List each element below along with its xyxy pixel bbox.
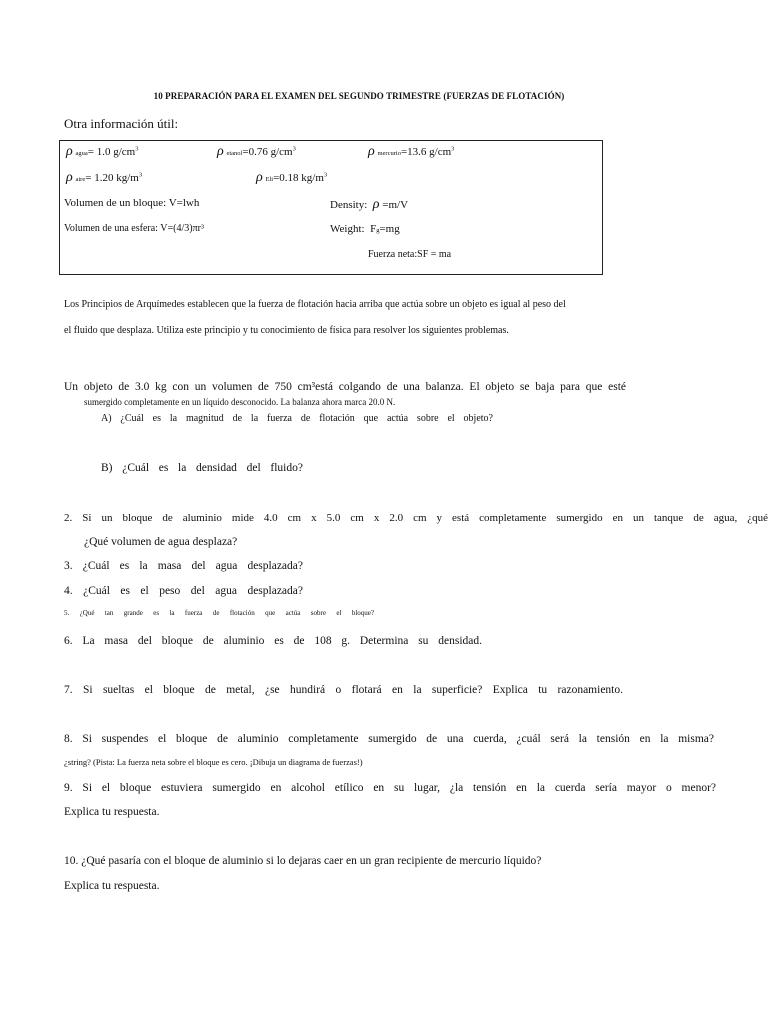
sphere-volume-formula: Volumen de una esfera: V=(4/3)πr³ [64, 223, 204, 234]
question-8-line-2: ¿string? (Pista: La fuerza neta sobre el bloque es cero. ¡Dibuja un diagrama de fuerzas!) [64, 757, 363, 767]
question-9-line-2: Explica tu respuesta. [64, 806, 160, 818]
question-9-line-1: 9. Si el bloque estuviera sumergido en alcohol etílico en su lugar, ¿la tensión en la cuerda sería mayor o menor? [64, 782, 716, 794]
density-formula: Density: ρ =m/V [330, 197, 409, 212]
density-mercury: ρ mercurio=13.6 $g/cm^3$ [368, 144, 455, 159]
density-water: ρ agua= 1.0 $g/cm^3$ [66, 144, 139, 159]
density-air: ρ aire= 1.20 $kg/m^3$ [66, 170, 143, 185]
question-3: 3. ¿Cuál es la masa del agua desplazada? [64, 560, 303, 572]
question-8-line-1: 8. Si suspendes el bloque de aluminio completamente sumergido de una cuerda, ¿cuál será la tensión en la misma? [64, 733, 714, 745]
other-info-label: Otra información útil: [64, 116, 179, 131]
intro-line-1: Los Principios de Arquímedes establecen que la fuerza de flotación hacia arriba que actúa sobre un objeto es igual al peso del [64, 299, 566, 310]
density-eli: ρ Eli=0.18 $kg/m^3$ [256, 170, 328, 185]
question-2-line-2: ¿Qué volumen de agua desplaza? [84, 536, 238, 548]
question-1a: A) ¿Cuál es la magnitud de la fuerza de flotación que actúa sobre el objeto? [101, 413, 493, 424]
question-10-line-1: 10. ¿Qué pasaría con el bloque de aluminio si lo dejaras caer en un gran recipiente de mercurio líquido? [64, 855, 542, 867]
weight-formula: Weight: Fg=mg [330, 223, 400, 235]
question-2-line-1: 2. Si un bloque de aluminio mide 4.0 cm x 5.0 cm x 2.0 cm y está completamente sumergido en un tanque de agua, ¿qué [64, 512, 768, 524]
net-force-formula: Fuerza neta:SF = ma [368, 249, 452, 260]
question-5: 5. ¿Qué tan grande es la fuerza de flotación que actúa sobre el bloque? [64, 609, 374, 617]
question-6: 6. La masa del bloque de aluminio es de 108 g. Determina su densidad. [64, 635, 482, 647]
intro-line-2: el fluido que desplaza. Utiliza este principio y tu conocimiento de física para resolver los siguientes problemas. [64, 325, 509, 336]
density-ethanol: ρ etanol=0.76 $g/cm^3$ [217, 144, 296, 159]
question-1-line-1: Un objeto de 3.0 kg con un volumen de 750 cm³está colgando de una balanza. El objeto se baja para que esté [64, 381, 626, 393]
question-1b: B) ¿Cuál es la densidad del fluido? [101, 462, 303, 474]
question-4: 4. ¿Cuál es el peso del agua desplazada? [64, 585, 303, 597]
block-volume-formula: Volumen de un bloque: V=lwh [64, 197, 200, 209]
question-7: 7. Si sueltas el bloque de metal, ¿se hundirá o flotará en la superficie? Explica tu razonamiento. [64, 684, 623, 696]
question-1-line-2: sumergido completamente en un líquido desconocido. La balanza ahora marca 20.0 N. [84, 397, 396, 407]
question-10-line-2: Explica tu respuesta. [64, 880, 160, 892]
info-box [59, 140, 603, 275]
document-title: 10 PREPARACIÓN PARA EL EXAMEN DEL SEGUNDO TRIMESTRE (FUERZAS DE FLOTACIÓN) [153, 91, 565, 101]
